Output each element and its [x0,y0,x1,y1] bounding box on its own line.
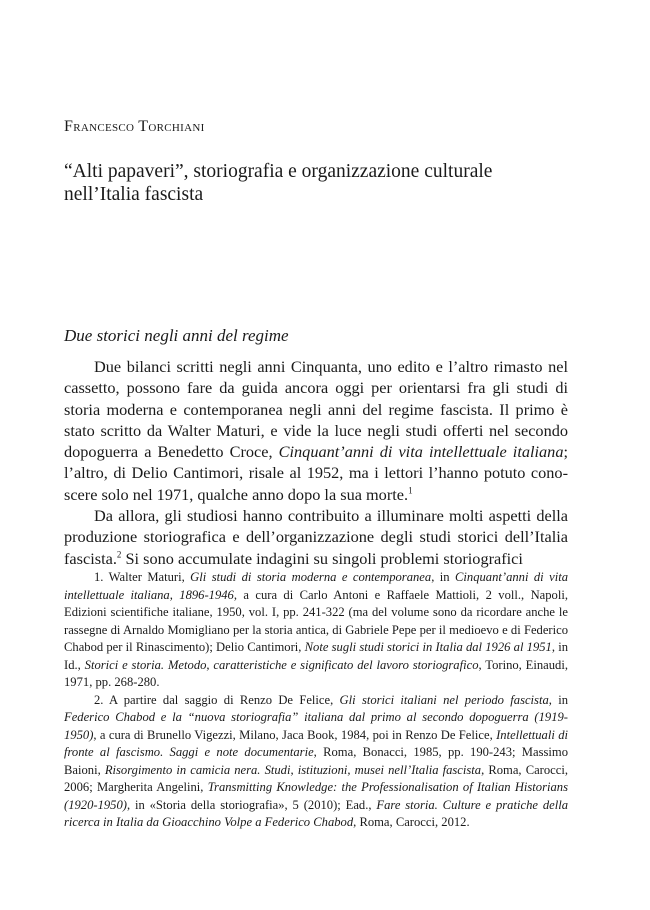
footnote-italic: Fare storia. Culture e pratiche della ricerca in Italia da Gioacchino Volpe a Federico Chabod [64,797,568,829]
footnote-italic: Federico Chabod e la “nuova storiografia” italiana dal primo al secondo dopoguerra (1919-1950) [64,710,568,742]
footnote-italic: Gli studi di storia moderna e contemporanea [190,570,432,584]
footnote-text: , Torino, Einaudi, 1971, pp. 268-280. [64,657,569,689]
footnote-italic: Gli storici italiani nel periodo fascista [339,692,549,707]
article-title [64,160,584,206]
footnote-italic: Storici e storia. Metodo, caratteristiche e significato del lavoro storiografico [84,657,479,672]
footnote-text: , Roma, Carocci, 2006; Margherita Angelini, [64,762,568,794]
footnote-text: , in [548,692,569,707]
footnote-italic: Cinquant’anni di vita intellettuale italiana, 1896-1946 [64,570,568,602]
footnote-italic: Risorgimento in camicia nera. Studi, istituzioni, musei nell’Italia fascista [104,762,482,777]
body-paragraph-1 [64,356,568,505]
body-text-span: Due bilanci scritti negli anni Cinquanta, uno edito e l’altro rimasto nel cassetto, possono fare da guida ancora oggi per orientarsi fra gli studi di storia moderna e contemporanea negli anni del regime fascista. Il primo è stato scritto da Walter Maturi, e vide la luce negli studi offerti nel secondo dopoguerra a Benedetto Croce, [64,357,568,462]
footnote-text: 1. Walter Maturi, [94,570,191,584]
footnote-ref-2[interactable]: 2 [116,549,122,560]
footnotes [64,569,568,832]
footnote-text: , a cura di Brunello Vigezzi, Milano, Jaca Book, 1984, poi in Renzo De Felice, [93,727,497,742]
footnote-italic: Note sugli studi storici in Italia dal 1926 al 1951 [304,640,552,654]
body-text-span: Si sono accumulate indagini su singoli problemi storiografici [121,548,523,568]
author-name: Francesco Torchiani [64,118,205,135]
footnote-ref-1[interactable]: 1 [408,485,413,496]
footnote-text: , in [431,570,455,584]
footnote-text: , Roma, Bonacci, 1985, pp. 190-243; Massimo Baioni, [64,745,568,777]
body-text-span: Da allora, gli studiosi hanno contribuito a illuminare molti aspetti della produzione storiografica e dell’organizzazione degli studi storici dell’Italia fascista. [64,506,568,568]
italic-title: Cinquant’anni di vita intellettuale italiana [278,442,564,462]
footnote-text: , a cura di Carlo Antoni e Raffaele Mattioli, 2 voll., Napoli, Edizioni scientifiche italiane, 1950, vol. I, pp. 241-322 (ma del volume sono da ricordare anche le rassegne di Arnaldo Momigliano per la storia antica, di Gabriele Pepe per il medioevo e di Federico Chabod per il Rinascimento); Delio Cantimori, [64,587,568,654]
footnote-text: 2. A partire dal saggio di Renzo De Felice, [94,692,340,707]
footnote-text: , in Id., [64,640,568,672]
title-line-1: “Alti papaveri”, storiografia e organizzazione culturale [64,161,493,182]
footnote-text: , in «Storia della storiografia», 5 (2010); Ead., [126,797,377,812]
footnote-italic: Transmitting Knowledge: the Professionalisation of Italian Historians (1920-1950) [64,780,568,812]
title-line-2: nell’Italia fascista [64,184,204,205]
body-text [64,356,568,569]
section-heading: Due storici negli anni del regime [64,326,289,345]
body-text-span: ; l’altro, di Delio Cantimori, risale al 1952, ma i lettori l’hanno potuto conoscere solo nel 1971, qualche anno dopo la sua morte. [64,442,568,504]
footnote-italic: Intellettuali di fronte al fascismo. Saggi e note documentarie [64,727,568,759]
body-paragraph-2 [64,505,568,569]
footnote-text: , Roma, Carocci, 2012. [353,815,470,829]
footnote-2 [64,692,568,832]
footnote-1 [64,569,568,692]
